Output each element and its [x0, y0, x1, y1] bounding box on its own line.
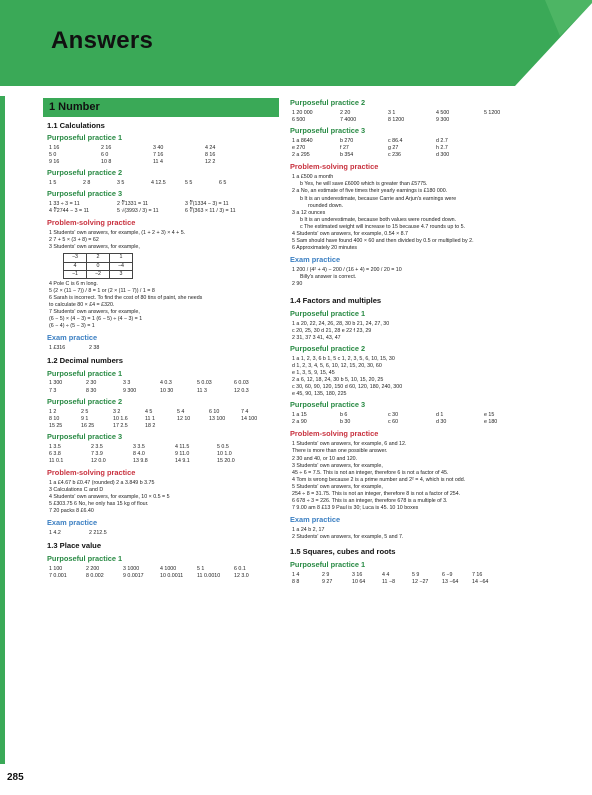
subsection-heading: Purposeful practice 1	[47, 368, 123, 378]
answer-item: 1 5	[49, 180, 57, 187]
answer-line: 2 31, 37 3 41, 43, 47	[292, 334, 341, 341]
answer-row	[49, 388, 279, 395]
grid-cell: 3	[110, 270, 133, 278]
answer-line: b It is an underestimate, because Carrie and Arjun's earnings were	[300, 195, 457, 202]
answer-line: 3 Calculations C and D	[49, 487, 104, 494]
answer-item: 6 0	[101, 151, 109, 158]
answer-item: 12 10	[177, 415, 191, 422]
answer-item: e 270	[292, 145, 306, 152]
banner-title: Answers	[51, 27, 154, 54]
answer-item: c 236	[388, 152, 401, 159]
answer-grid	[43, 345, 279, 352]
answer-line: 45 ÷ 6 = 7.5. This is not an integer, therefore 6 is not a factor of 45.	[292, 469, 449, 476]
answer-item: 6 5	[219, 180, 227, 187]
answer-item: e 180	[484, 419, 498, 426]
page-number: 285	[7, 772, 24, 783]
answer-item: 1 20 000	[292, 109, 313, 116]
answer-row	[292, 138, 582, 145]
answer-grid	[43, 380, 279, 394]
answer-item: 4 ∛2744 − 3 = 11	[49, 208, 90, 215]
answer-grid	[286, 412, 582, 426]
answer-item: 6 −9	[442, 571, 453, 578]
answer-item: 13 −64	[442, 578, 459, 585]
answer-item: 9 0.0017	[123, 572, 144, 579]
answer-item: 3 1000	[123, 565, 140, 572]
answer-item: 5 0.03	[197, 380, 212, 387]
answer-line: c 30, 60, 90, 120, 150 d 60, 120, 180, 240, 300	[292, 384, 403, 391]
grid-cell: 2	[87, 254, 110, 262]
answer-item: 1 2	[49, 408, 57, 415]
subsection-heading: Problem-solving practice	[47, 218, 136, 228]
answer-line: 2 a No, an estimate of five times their yearly earnings is £180 000.	[292, 188, 448, 195]
answer-row	[49, 145, 279, 152]
left-column	[43, 98, 279, 580]
answer-item: b 270	[340, 138, 354, 145]
answer-item: 15 20.0	[217, 457, 235, 464]
answer-item: 3 2	[113, 408, 121, 415]
answer-line: 6 Sarah is incorrect. To find the cost of 80 tins of paint, she needs	[49, 294, 203, 301]
answer-line: c 20, 25, 30 d 21, 28 e 22 f 23, 29	[292, 327, 372, 334]
answer-list	[43, 480, 279, 515]
answer-grid	[43, 409, 279, 430]
answer-item: 12 0.0	[91, 457, 106, 464]
answer-line: 3 Students' own answers, for example,	[49, 244, 140, 251]
answer-line: 2 Students' own answers, for example, 5 and 7.	[292, 534, 404, 541]
answer-list	[286, 321, 582, 342]
answer-item: 4 5	[145, 408, 153, 415]
answer-item: 10 64	[352, 578, 366, 585]
answer-item: 10 0.0011	[160, 572, 184, 579]
answer-item: 2 3.5	[91, 443, 103, 450]
grid-cell: 1	[110, 254, 133, 262]
answer-item: 9 27	[322, 578, 333, 585]
answer-item: 1 3.5	[49, 443, 61, 450]
answer-line: 5 Students' own answers, for example,	[292, 483, 383, 490]
answer-item: 8 30	[86, 387, 97, 394]
answer-row	[49, 380, 279, 387]
answer-item: 3 40	[153, 144, 164, 151]
answer-line: 1 Students' own answers, for example, 6 and 12.	[292, 441, 407, 448]
answer-item: d 30	[436, 419, 447, 426]
answer-grid	[43, 180, 279, 187]
answer-item: 8 0.002	[86, 572, 104, 579]
answer-item: 1 100	[49, 565, 63, 572]
answer-line: 4 Students' own answers, for example, 0.54 × 8.7	[292, 230, 408, 237]
answer-row	[49, 159, 279, 166]
answer-item: 12 −27	[412, 578, 429, 585]
answer-row	[292, 419, 582, 426]
answer-line: 3 Students' own answers, for example,	[292, 462, 383, 469]
chapter-heading	[43, 98, 279, 117]
answer-item: 14 100	[241, 415, 258, 422]
answer-line: 2 30 and 40, or 10 and 120.	[292, 455, 358, 462]
answer-item: 11 4	[153, 159, 163, 166]
subsection-heading: Purposeful practice 1	[47, 553, 123, 563]
answer-line: 2 a 6, 12, 18, 24, 30 b 5, 10, 15, 20, 25	[292, 377, 384, 384]
answer-row	[49, 423, 279, 430]
answer-item: 8 10	[49, 415, 60, 422]
section-title: 1.3 Place value	[47, 541, 102, 551]
page-banner	[0, 0, 592, 86]
answer-row	[49, 444, 279, 451]
answer-line: 2 90	[292, 281, 303, 288]
answer-item: 2 200	[86, 565, 100, 572]
right-column	[286, 98, 582, 586]
answer-item: e 15	[484, 412, 495, 419]
answer-row	[49, 152, 279, 159]
answer-item: 2 212.5	[89, 530, 107, 537]
answer-line: 2 7 + 5 × (3 + 8) = 62	[49, 237, 99, 244]
answer-item: 9 300	[436, 117, 450, 124]
answer-line: 1 a 1, 2, 3, 6 b 1, 5 c 1, 2, 3, 5, 6, 10, 15, 30	[292, 355, 395, 362]
answer-item: 6 3.8	[49, 450, 61, 457]
answer-item: 6 ∛(363 × 11 / 3) = 11	[185, 208, 236, 215]
answer-item: 2 a 90	[292, 419, 307, 426]
subsection-heading: Problem-solving practice	[47, 468, 136, 478]
subsection-heading: Purposeful practice 2	[290, 98, 366, 107]
answer-item: 11 0.0010	[197, 572, 221, 579]
answer-row	[292, 572, 582, 579]
answer-item: 5 √(3993 / 3) = 11	[117, 208, 159, 215]
answer-grid	[43, 201, 279, 215]
answer-row	[49, 530, 279, 537]
answer-line: b It is an underestimate, because both values were rounded down.	[300, 216, 457, 223]
answer-line: 1 Students' own answers, for example, (1 + 2 + 3) × 4 + 5.	[49, 230, 186, 237]
subsection-heading: Purposeful practice 3	[47, 189, 123, 199]
answer-item: 4 0.3	[160, 380, 172, 387]
answer-item: 2 38	[89, 345, 100, 352]
answer-item: d 300	[436, 152, 450, 159]
subsection-heading: Exam practice	[290, 255, 341, 265]
subsection-heading: Purposeful practice 3	[290, 126, 366, 136]
answer-item: 1 33 ÷ 3 = 11	[49, 201, 80, 208]
answer-item: c 86.4	[388, 138, 403, 145]
answer-line: There is more than one possible answer.	[292, 448, 388, 455]
answer-line: 1 200 / (4² + 4) − 200 / (16 + 4) = 200 / 20 = 10	[292, 267, 402, 274]
answer-item: 7 16	[153, 151, 164, 158]
subsection-heading: Purposeful practice 3	[47, 431, 123, 441]
answer-item: 7 3	[49, 387, 57, 394]
answer-line: e 45, 90, 135, 180, 225	[292, 391, 347, 398]
answer-item: c 60	[388, 419, 399, 426]
answer-item: 11 0.1	[49, 457, 64, 464]
answer-item: 4 500	[436, 109, 450, 116]
answer-item: 4 12.5	[151, 180, 166, 187]
answer-item: b 6	[340, 412, 348, 419]
answer-item: 7 4000	[340, 117, 357, 124]
answer-item: 2 16	[101, 144, 112, 151]
answer-item: 17 2.5	[113, 422, 128, 429]
subsection-heading: Purposeful practice 1	[47, 132, 123, 142]
answer-row	[292, 412, 582, 419]
answer-grid	[43, 566, 279, 580]
answer-row	[49, 458, 279, 465]
subsection-heading: Exam practice	[47, 518, 98, 528]
answer-row	[292, 110, 582, 117]
answer-list	[43, 281, 279, 331]
answer-grid	[286, 110, 582, 124]
answer-item: 7 16	[472, 571, 483, 578]
number-grid	[63, 253, 133, 278]
answer-item: 1 a 15	[292, 412, 307, 419]
answer-item: d 1	[436, 412, 444, 419]
answer-item: 6 0.1	[234, 565, 246, 572]
answer-line: 5 Sam should have found 400 × 60 and then divided by 0.5 or multiplied by 2.	[292, 238, 474, 245]
answer-item: 4 1000	[160, 565, 177, 572]
answer-row	[49, 573, 279, 580]
answer-row	[292, 117, 582, 124]
answer-item: 16 25	[81, 422, 95, 429]
answer-item: d 2.7	[436, 138, 448, 145]
answer-item: 8 8	[292, 578, 300, 585]
answer-item: 10 30	[160, 387, 174, 394]
answer-line: d 1, 2, 3, 4, 5, 6, 10, 12, 15, 20, 30, 60	[292, 362, 382, 369]
answer-item: 1 4.2	[49, 530, 61, 537]
answer-item: 5 1200	[484, 109, 501, 116]
answer-item: 4 24	[205, 144, 216, 151]
answer-item: 7 4	[241, 408, 249, 415]
answer-line: 1 a £500 a month	[292, 174, 334, 181]
answer-grid	[43, 530, 279, 537]
answer-row	[49, 566, 279, 573]
answer-item: 1 a 8640	[292, 138, 313, 145]
answer-item: 5 5	[185, 180, 193, 187]
answer-list	[286, 356, 582, 399]
answer-item: 9 11.0	[175, 450, 190, 457]
answer-item: 5 4	[177, 408, 185, 415]
answer-item: 12 3.0	[234, 572, 249, 579]
answer-line: e 1, 3, 5, 9, 15, 45	[292, 369, 335, 376]
answer-item: 18 2	[145, 422, 156, 429]
answer-item: 1 4	[292, 571, 300, 578]
answer-item: 3 16	[352, 571, 363, 578]
answer-grid	[286, 138, 582, 159]
answer-row	[49, 416, 279, 423]
answer-item: 8 1200	[388, 117, 405, 124]
answer-item: 6 10	[209, 408, 220, 415]
answer-item: 3 ∛(1334 − 3) = 11	[185, 201, 229, 208]
answer-item: 11 3	[197, 387, 207, 394]
grid-cell: −2	[87, 270, 110, 278]
answer-item: 1 16	[49, 144, 60, 151]
answer-line: 6 678 ÷ 3 = 226. This is an integer, therefore 678 is a multiple of 3.	[292, 498, 448, 505]
subsection-heading: Purposeful practice 2	[47, 396, 123, 406]
answer-item: 15 25	[49, 422, 63, 429]
answer-item: 10 8	[101, 159, 112, 166]
answer-item: 2 ∛1331 = 11	[117, 201, 149, 208]
answer-item: 11 1	[145, 415, 155, 422]
answer-line: 5 (2 × (11 − 7)) / 8 = 1 or (2 × (11 − 7)) / 1 = 8	[49, 287, 155, 294]
answer-item: 13 100	[209, 415, 226, 422]
answer-item: 8 16	[205, 151, 216, 158]
answer-line: Billy's answer is correct.	[300, 274, 357, 281]
answer-row	[292, 579, 582, 586]
answer-item: 6 500	[292, 117, 306, 124]
answer-item: 10 1.6	[113, 415, 128, 422]
answer-item: 5 0.5	[217, 443, 229, 450]
answer-item: 14 9.1	[175, 457, 190, 464]
answer-item: 13 9.8	[133, 457, 148, 464]
answer-item: 3 3	[123, 380, 131, 387]
answer-row	[292, 152, 582, 159]
answer-item: 2 30	[86, 380, 97, 387]
answer-line: 4 Students' own answers, for example, 10 × 0.5 = 5	[49, 494, 170, 501]
answer-grid	[43, 145, 279, 166]
answer-item: c 30	[388, 412, 399, 419]
answer-list	[286, 527, 582, 541]
grid-cell: 4	[64, 262, 87, 270]
answer-line: 1 a £4.67 b £0.47 (rounded) 2 a 3.849 b 3.75	[49, 480, 155, 486]
answer-line: b Yes, he will save £6000 which is greater than £5775.	[300, 181, 428, 188]
answer-item: 1 £316	[49, 345, 66, 352]
answer-item: 8 4.0	[133, 450, 145, 457]
answer-list	[286, 174, 582, 252]
answer-item: 3 5	[117, 180, 125, 187]
answer-item: 11 −8	[382, 578, 396, 585]
answer-item: 7 3.9	[91, 450, 103, 457]
answer-item: f 27	[340, 145, 349, 152]
answer-item: 5 0	[49, 151, 57, 158]
answer-item: 4 4	[382, 571, 390, 578]
chapter-title: 1 Number	[49, 101, 100, 113]
subsection-heading: Exam practice	[290, 515, 341, 525]
answer-item: 2 20	[340, 109, 351, 116]
subsection-heading: Problem-solving practice	[290, 162, 379, 172]
answer-line: 5 £303.75 6 No, he only has 15 kg of flour.	[49, 501, 149, 508]
answer-row	[49, 208, 279, 215]
answer-item: 9 16	[49, 159, 60, 166]
answer-line: 4 Tom is wrong because 2 is a prime number and 2² = 4, which is not odd.	[292, 476, 466, 483]
answer-item: b 354	[340, 152, 354, 159]
answer-item: h 2.7	[436, 145, 448, 152]
answer-line: 4 Pole C is 6 m long.	[49, 280, 98, 287]
answer-item: g 27	[388, 145, 399, 152]
answer-item: 3 3.5	[133, 443, 145, 450]
answer-grid	[286, 572, 582, 586]
answer-list	[286, 441, 582, 512]
section-title: 1.5 Squares, cubes and roots	[290, 547, 396, 557]
answer-item: 12 0.3	[234, 387, 249, 394]
answer-line: (6 − 5) × (4 − 3) = 1 (6 − 5) ÷ (4 − 3) = 1	[49, 316, 143, 323]
grid-cell: −4	[110, 262, 133, 270]
answer-row	[49, 409, 279, 416]
subsection-heading: Purposeful practice 3	[290, 400, 366, 410]
subsection-heading: Problem-solving practice	[290, 429, 379, 439]
answer-item: 2 5	[81, 408, 89, 415]
answer-item: 9 300	[123, 387, 137, 394]
answer-line: 3 a 12 ounces	[292, 209, 326, 216]
answer-line: 7 Students' own answers, for example,	[49, 309, 140, 316]
answer-row	[49, 180, 279, 187]
answer-line: rounded down.	[308, 202, 344, 209]
section-title: 1.4 Factors and multiples	[290, 296, 382, 306]
answer-list	[43, 230, 279, 251]
answer-item: 2 a 295	[292, 152, 310, 159]
grid-cell: 0	[87, 262, 110, 270]
answer-row	[49, 345, 279, 352]
subsection-heading: Exam practice	[47, 333, 98, 343]
answer-item: 14 −64	[472, 578, 489, 585]
answer-line: 1 a 20, 22, 24, 26, 28, 30 b 21, 24, 27, 30	[292, 320, 390, 327]
answer-item: 9 1	[81, 415, 89, 422]
answer-item: 1 300	[49, 380, 63, 387]
answer-item: 12 2	[205, 159, 216, 166]
answer-item: 5 9	[412, 571, 420, 578]
answer-item: 6 0.03	[234, 380, 249, 387]
left-accent-bar	[0, 96, 5, 764]
section-title: 1.2 Decimal numbers	[47, 356, 123, 366]
answer-item: 7 0.001	[49, 572, 67, 579]
subsection-heading: Purposeful practice 2	[290, 343, 366, 353]
answer-line: 1 a 24 b 2, 17	[292, 527, 325, 534]
answer-line: (6 − 4) ÷ (5 − 3) = 1	[49, 323, 95, 330]
answer-item: 10 1.0	[217, 450, 232, 457]
answer-item: 2 9	[322, 571, 330, 578]
subsection-heading: Purposeful practice 1	[290, 308, 366, 318]
grid-cell: −3	[64, 254, 87, 262]
answer-item: 5 1	[197, 565, 205, 572]
answer-grid	[43, 444, 279, 465]
answer-line: 7 9.00 am 8 £13 9 Paul is 30; Luca is 45. 10 10 boxes	[292, 505, 419, 512]
answer-line: to calculate 80 × £4 = £320.	[49, 302, 115, 308]
subsection-heading: Purposeful practice 2	[47, 168, 123, 178]
answer-row	[49, 451, 279, 458]
answer-line: 254 ÷ 8 = 31.75. This is not an integer, therefore 8 is not a factor of 254.	[292, 491, 461, 498]
answer-row	[292, 145, 582, 152]
answer-line: 6 Approximately 20 minutes	[292, 245, 358, 252]
section-title: 1.1 Calculations	[47, 120, 105, 130]
answer-line: c The estimated weight will increase to 15 because 4.7 rounds up to 5.	[300, 223, 466, 230]
answer-item: 3 1	[388, 109, 396, 116]
grid-cell: −1	[64, 270, 87, 278]
answer-item: b 30	[340, 419, 351, 426]
answer-item: 4 11.5	[175, 443, 190, 450]
answer-line: 7 20 packs 8 £6.40	[49, 508, 94, 515]
subsection-heading: Purposeful practice 1	[290, 559, 366, 569]
answer-item: 2 8	[83, 180, 91, 187]
